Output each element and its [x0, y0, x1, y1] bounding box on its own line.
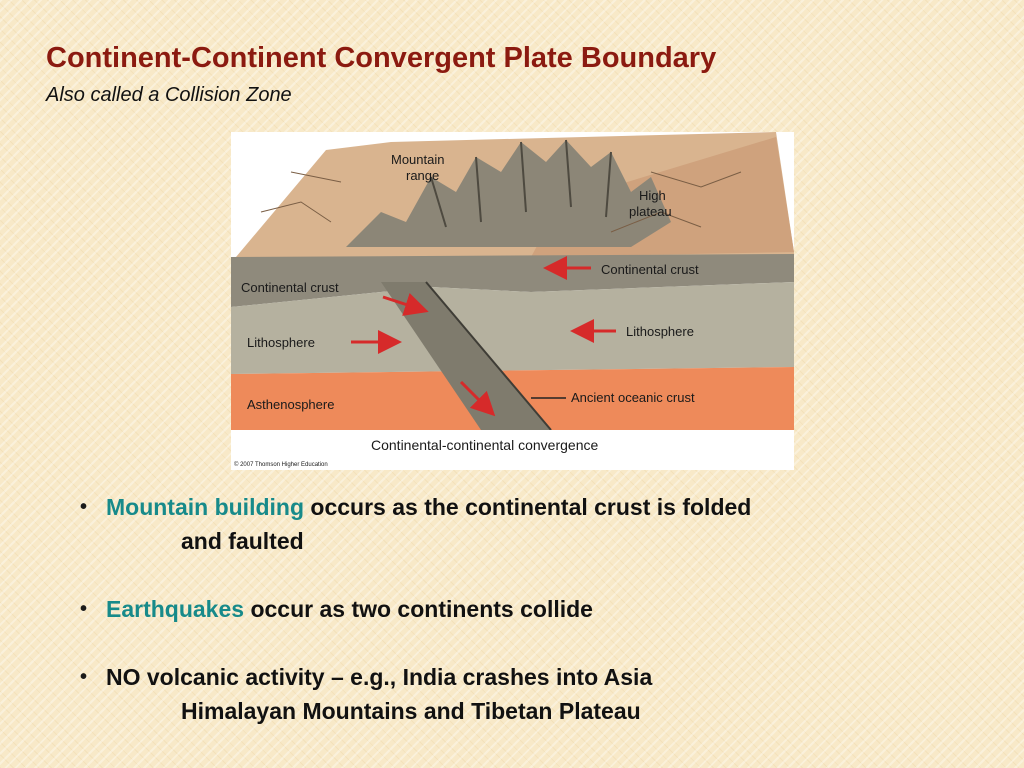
bullet-text: occurs as the continental crust is folded	[304, 494, 752, 520]
figure-copyright: © 2007 Thomson Higher Education	[234, 462, 328, 468]
label-mountain: Mountain	[391, 152, 445, 167]
label-high: High	[639, 188, 666, 203]
bullet-item-earthquakes	[80, 592, 980, 626]
label-lithosphere-left: Lithosphere	[247, 335, 315, 350]
label-lithosphere-right: Lithosphere	[626, 324, 694, 339]
bullet-highlight: Earthquakes	[106, 596, 245, 622]
bullet-list	[80, 490, 980, 762]
slide-title: Continent-Continent Convergent Plate Boundary	[46, 42, 717, 74]
bullet-item-mountain-building	[80, 490, 980, 558]
label-plateau: plateau	[629, 204, 672, 219]
label-continental-crust-left: Continental crust	[241, 280, 339, 295]
bullet-dot: •	[80, 598, 88, 620]
bullet-item-no-volcanic	[80, 660, 980, 728]
figure-caption: Continental-continental convergence	[371, 437, 599, 453]
collision-zone-diagram	[231, 132, 794, 470]
bullet-text: occur as two continents collide	[244, 596, 593, 622]
bullet-text: NO volcanic activity – e.g., India crashes into Asia	[106, 664, 653, 690]
bullet-continuation: Himalayan Mountains and Tibetan Plateau	[181, 698, 641, 724]
label-range: range	[406, 168, 440, 183]
bullet-continuation: and faulted	[181, 528, 304, 554]
bullet-highlight: Mountain building	[106, 494, 305, 520]
label-asthenosphere: Asthenosphere	[247, 397, 335, 412]
bullet-dot: •	[80, 496, 88, 518]
bullet-dot: •	[80, 666, 88, 688]
slide-subtitle: Also called a Collision Zone	[46, 84, 292, 106]
label-continental-crust-right: Continental crust	[601, 262, 699, 277]
label-ancient-oceanic-crust: Ancient oceanic crust	[571, 390, 695, 405]
